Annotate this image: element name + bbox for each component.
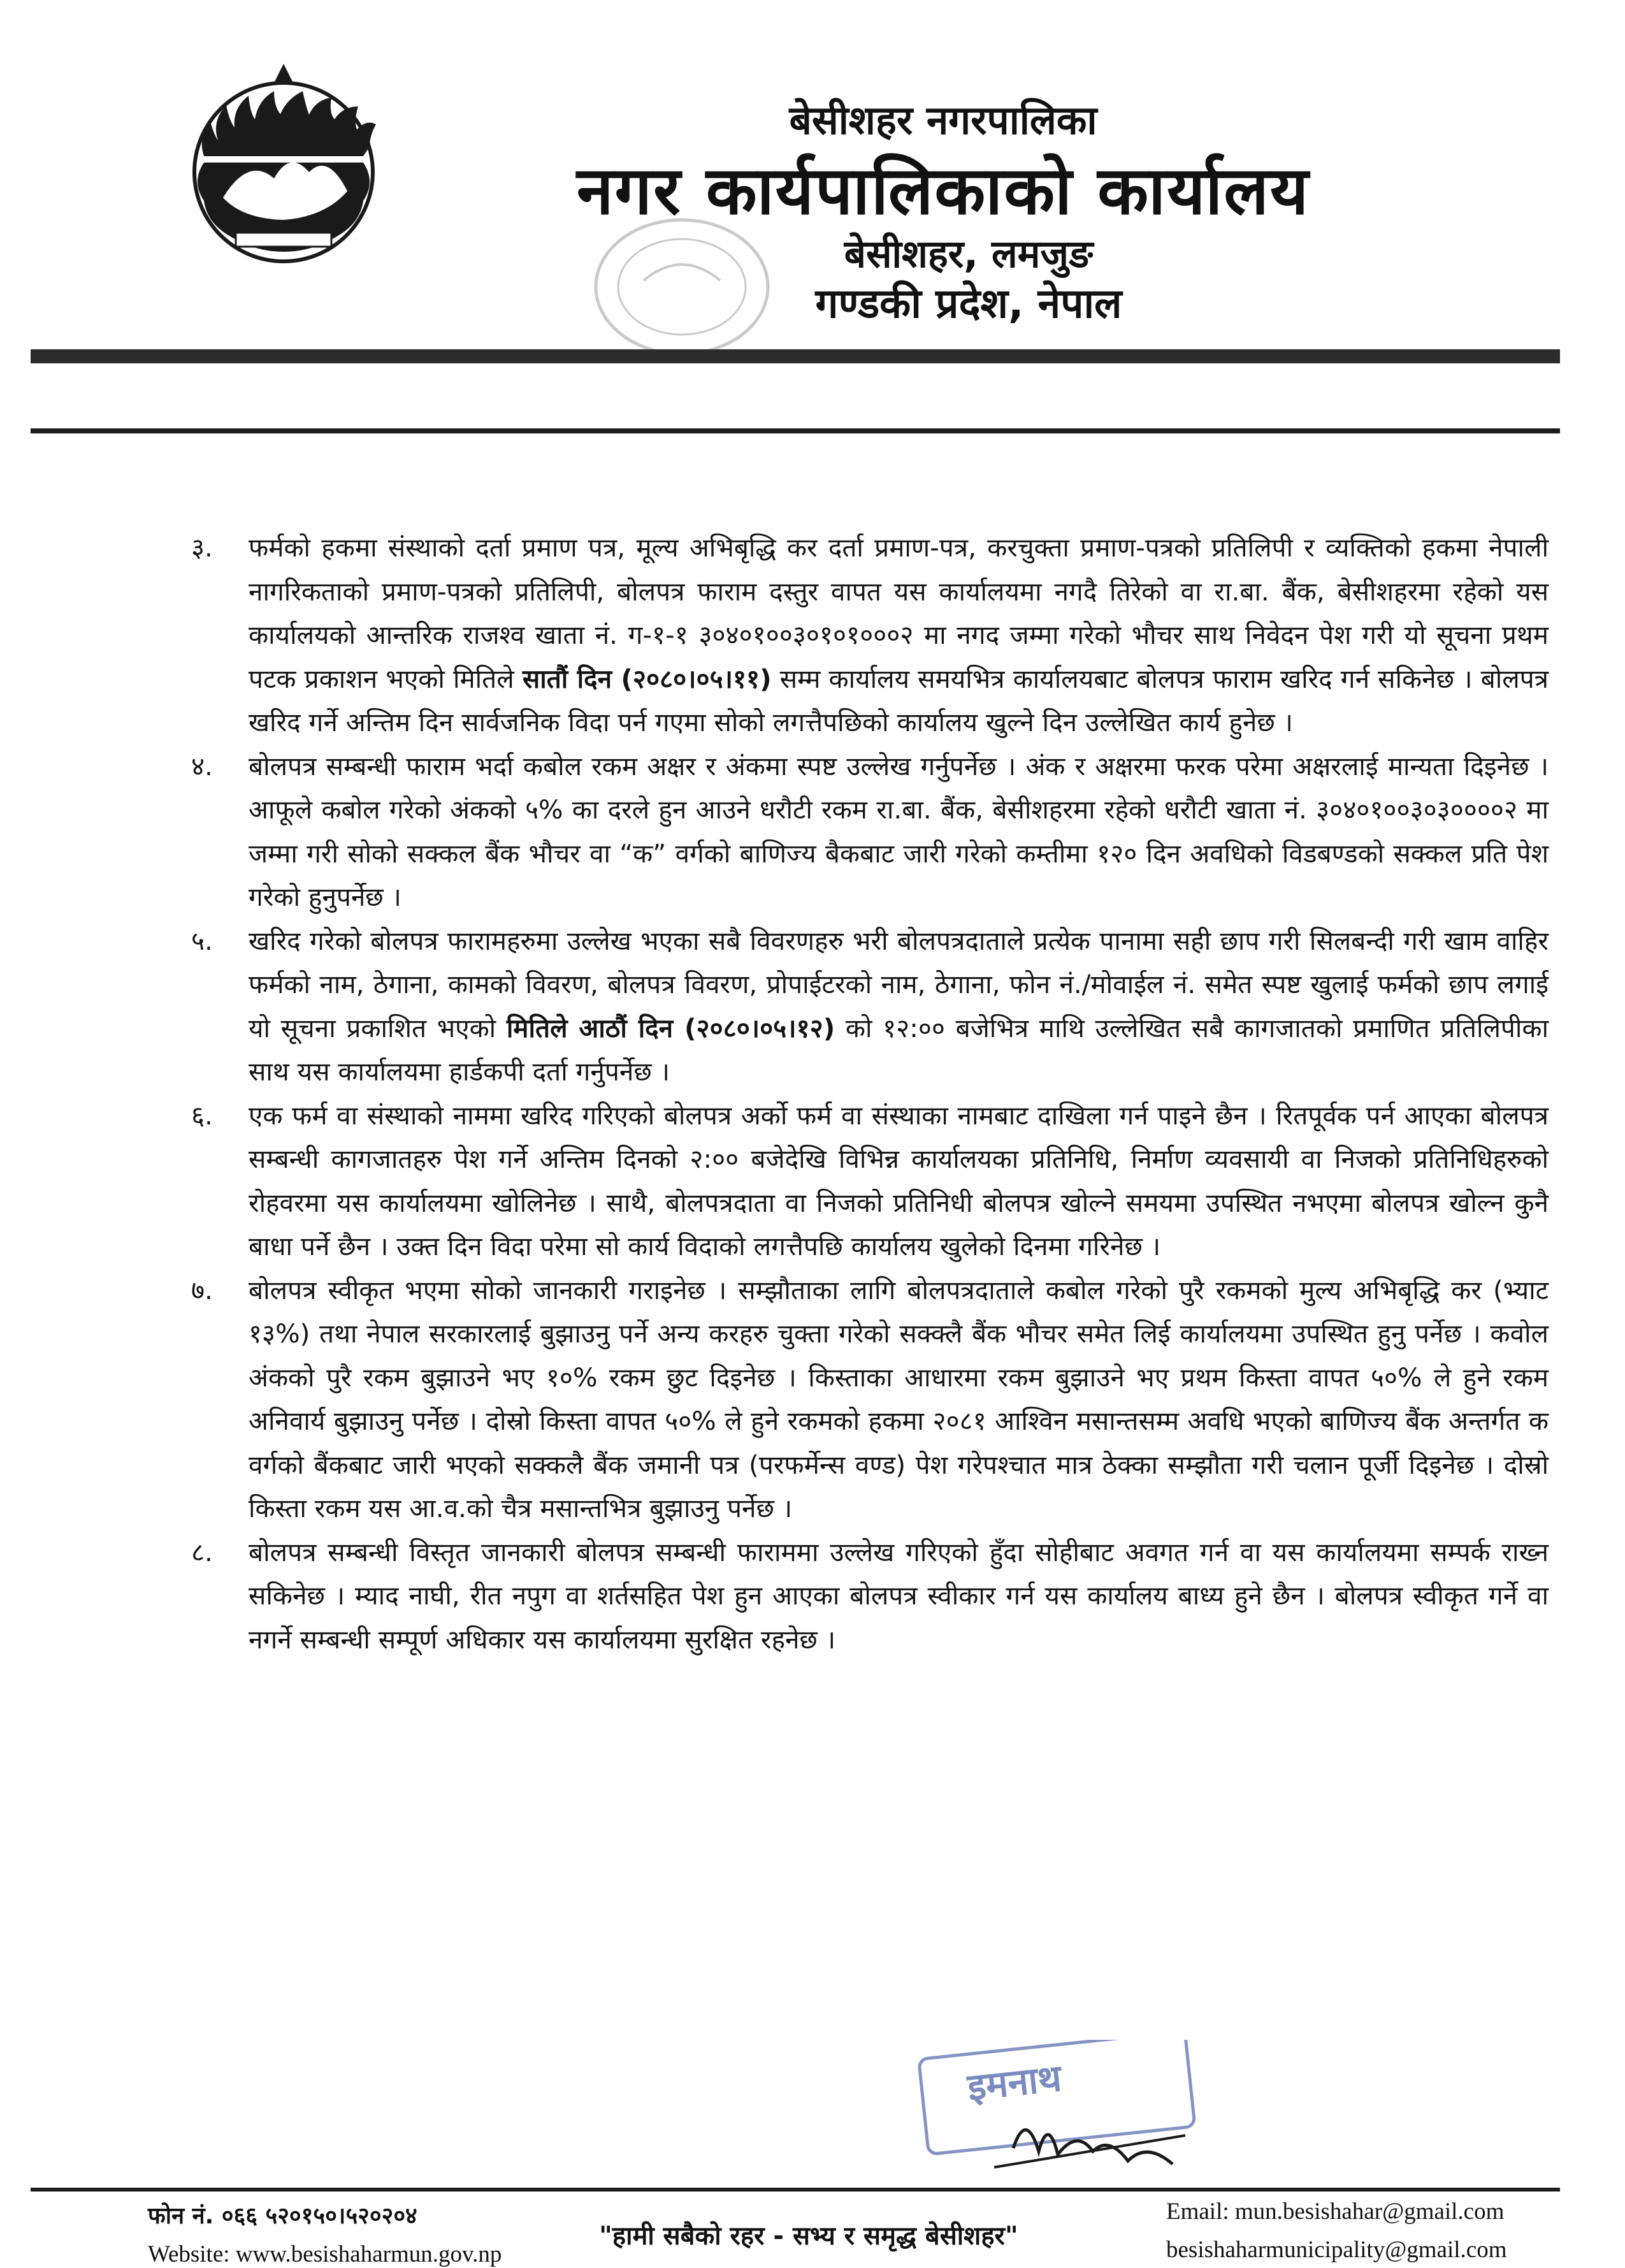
item-text: एक फर्म वा संस्थाको नाममा खरिद गरिएको बोलपत्र अर्को फर्म वा संस्थाका नामबाट दाखिला गर्न पाइने छैन । रितपूर्वक पर्न आएका बोलपत्र सम्बन्धी कागजातहरु पेश गर्ने अन्तिम दिनको २:०० बजेदेखि विभिन्न कार्यालयका प्रतिनिधि, निर्माण व्यवसायी वा निजको प्रतिनिधिहरुको रोहवरमा यस कार्यालयमा खोलिनेछ । साथै, बोलपत्रदाता वा निजको प्रतिनिधी बोलपत्र खोल्ने समयमा उपस्थित नभएमा बोलपत्र खोल्न कुनै बाधा पर्ने छैन । उक्त दिन विदा परेमा सो कार्य विदाको लगत्तैपछि कार्यालय खुलेको दिनमा गरिनेछ ।: [249, 1100, 1549, 1261]
notice-item-8: [191, 1530, 1549, 1662]
item-number: ७.: [191, 1274, 213, 1305]
notice-item-3: [191, 526, 1549, 745]
item-text: को १२:०० बजेभित्र माथि उल्लेखित सबै कागजातको प्रमाणित प्रतिलिपीका साथ यस कार्यालयमा हार्डकपी दर्ता गर्नुपर्नेछ ।: [249, 1012, 1549, 1087]
nepal-emblem-icon: [178, 61, 389, 271]
item-number: ५.: [191, 925, 213, 956]
notice-item-6: [191, 1094, 1549, 1268]
office-location: बेसीशहर, लमजुङ: [844, 232, 1094, 277]
item-deadline: मितिले आठौं दिन (२०८०।०५।१२): [506, 1012, 835, 1043]
item-text: बोलपत्र सम्बन्धी विस्तृत जानकारी बोलपत्र सम्बन्धी फाराममा उल्लेख गरिएको हुँदा सोहीबाट अवगत गर्न वा यस कार्यालयमा सम्पर्क राख्न सकिनेछ । म्याद नाघी, रीत नपुग वा शर्तसहित पेश हुन आएका बोलपत्र स्वीकार गर्न यस कार्यालय बाध्य हुने छैन । बोलपत्र स्वीकृत गर्ने वा नगर्ने सम्बन्धी सम्पूर्ण अधिकार यस कार्यालयमा सुरक्षित रहनेछ ।: [249, 1536, 1549, 1655]
province-name: गण्डकी प्रदेश, नेपाल: [815, 280, 1122, 328]
footer-slogan: "हामी सबैको रहर - सभ्य र समृद्ध बेसीशहर": [599, 2221, 1018, 2251]
office-name: नगर कार्यपालिकाको कार्यालय: [576, 152, 1310, 229]
item-text: सम्म कार्यालय समयभित्र कार्यालयबाट बोलपत्र फाराम खरिद गर्न सकिनेछ । बोलपत्र खरिद गर्ने अन्तिम दिन सार्वजनिक विदा पर्न गएमा सोको लगत्तैपछिको कार्यालय खुल्ने दिन उल्लेखित कार्य हुनेछ ।: [249, 663, 1549, 738]
footer-website[interactable]: Website: www.besishaharmun.gov.np: [148, 2241, 502, 2267]
item-number: ८.: [191, 1536, 213, 1567]
signature-stamp-icon: [918, 2040, 1249, 2186]
header-divider-thick: [31, 349, 1560, 363]
item-number: ३.: [191, 532, 213, 563]
footer-email-secondary[interactable]: besishaharmunicipality@gmail.com: [1166, 2237, 1507, 2263]
footer-email-primary[interactable]: Email: mun.besishahar@gmail.com: [1166, 2199, 1505, 2225]
item-text: बोलपत्र स्वीकृत भएमा सोको जानकारी गराइनेछ । सम्झौताका लागि बोलपत्रदाताले कबोल गरेको पुरै रकमको मुल्य अभिबृद्धि कर (भ्याट १३%) तथा नेपाल सरकारलाई बुझाउनु पर्ने अन्य करहरु चुक्ता गरेको सक्क्लै बैंक भौचर समेत लिई कार्यालयमा उपस्थित हुनु पर्नेछ । कवोल अंकको पुरै रकम बुझाउने भए १०% रकम छुट दिइनेछ । किस्ताका आधारमा रकम बुझाउने भए प्रथम किस्ता वापत ५०% ले हुने रकम अनिवार्य बुझाउनु पर्नेछ । दोस्रो किस्ता वापत ५०% ले हुने रकमको हकमा २०८१ आश्विन मसान्तसम्म अवधि भएको बाणिज्य बैंक अन्तर्गत क वर्गको बैंकबाट जारी भएको सक्कलै बैंक जमानी पत्र (परफर्मेन्स वण्ड) पेश गरेपश्चात मात्र ठेक्का सम्झौता गरी चलान पूर्जी दिइनेछ । दोस्रो किस्ता रकम यस आ.व.को चैत्र मसान्तभित्र बुझाउनु पर्नेछ ।: [249, 1274, 1549, 1523]
item-text: बोलपत्र सम्बन्धी फाराम भर्दा कबोल रकम अक्षर र अंकमा स्पष्ट उल्लेख गर्नुपर्नेछ । अंक र अक्षरमा फरक परेमा अक्षरलाई मान्यता दिइनेछ । आफूले कबोल गरेको अंकको ५% का दरले हुन आउने धरौटी रकम रा.बा. बैंक, बेसीशहरमा रहेको धरौटी खाता नं. ३०४०१००३०३००००२ मा जम्मा गरी सोको सक्कल बैंक भौचर वा “क” वर्गको बाणिज्य बैकबाट जारी गरेको कम्तीमा १२० दिन अवधिको विडबण्डको सक्कल प्रति पेश गरेको हुनुपर्नेछ ।: [249, 750, 1549, 912]
notice-item-4: [191, 745, 1549, 919]
notice-body: [191, 526, 1549, 1661]
item-deadline: सातौं दिन (२०८०।०५।११): [522, 663, 772, 694]
header-divider-thin: [31, 428, 1560, 433]
footer-phone: फोन नं. ०६६ ५२०१५०।५२०२०४: [148, 2203, 417, 2229]
footer-divider: [31, 2188, 1560, 2192]
stamp-text: इमनाथ: [965, 2056, 1064, 2109]
item-number: ६.: [191, 1100, 213, 1131]
notice-item-7: [191, 1268, 1549, 1530]
item-text: फर्मको हकमा संस्थाको दर्ता प्रमाण पत्र, मूल्य अभिबृद्धि कर दर्ता प्रमाण-पत्र, करचुक्ता प्रमाण-पत्रको प्रतिलिपी र व्यक्तिको हकमा नेपाली नागरिकताको प्रमाण-पत्रको प्रतिलिपी, बोलपत्र फाराम दस्तुर वापत यस कार्यालयमा नगदै तिरेको वा रा.बा. बैंक, बेसीशहरमा रहेको यस कार्यालयको आन्तरिक राजश्व खाता नं. ग-१-१ ३०४०१००३०१०१०००२ मा नगद जम्मा गरेको भौचर साथ निवेदन पेश गरी यो सूचना प्रथम पटक प्रकाशन भएको मितिले: [249, 532, 1549, 694]
item-number: ४.: [191, 750, 213, 781]
notice-item-5: [191, 919, 1549, 1094]
municipality-name: बेसीशहर नगरपालिका: [789, 97, 1097, 143]
item-text: खरिद गरेको बोलपत्र फारामहरुमा उल्लेख भएका सबै विवरणहरु भरी बोलपत्रदाताले प्रत्येक पानामा सही छाप गरी सिलबन्दी गरी खाम वाहिर फर्मको नाम, ठेगाना, कामको विवरण, बोलपत्र विवरण, प्रोपाईटरको नाम, ठेगाना, फोन नं./मोवाईल नं. समेत स्पष्ट खुलाई फर्मको छाप लगाई यो सूचना प्रकाशित भएको: [249, 925, 1549, 1043]
